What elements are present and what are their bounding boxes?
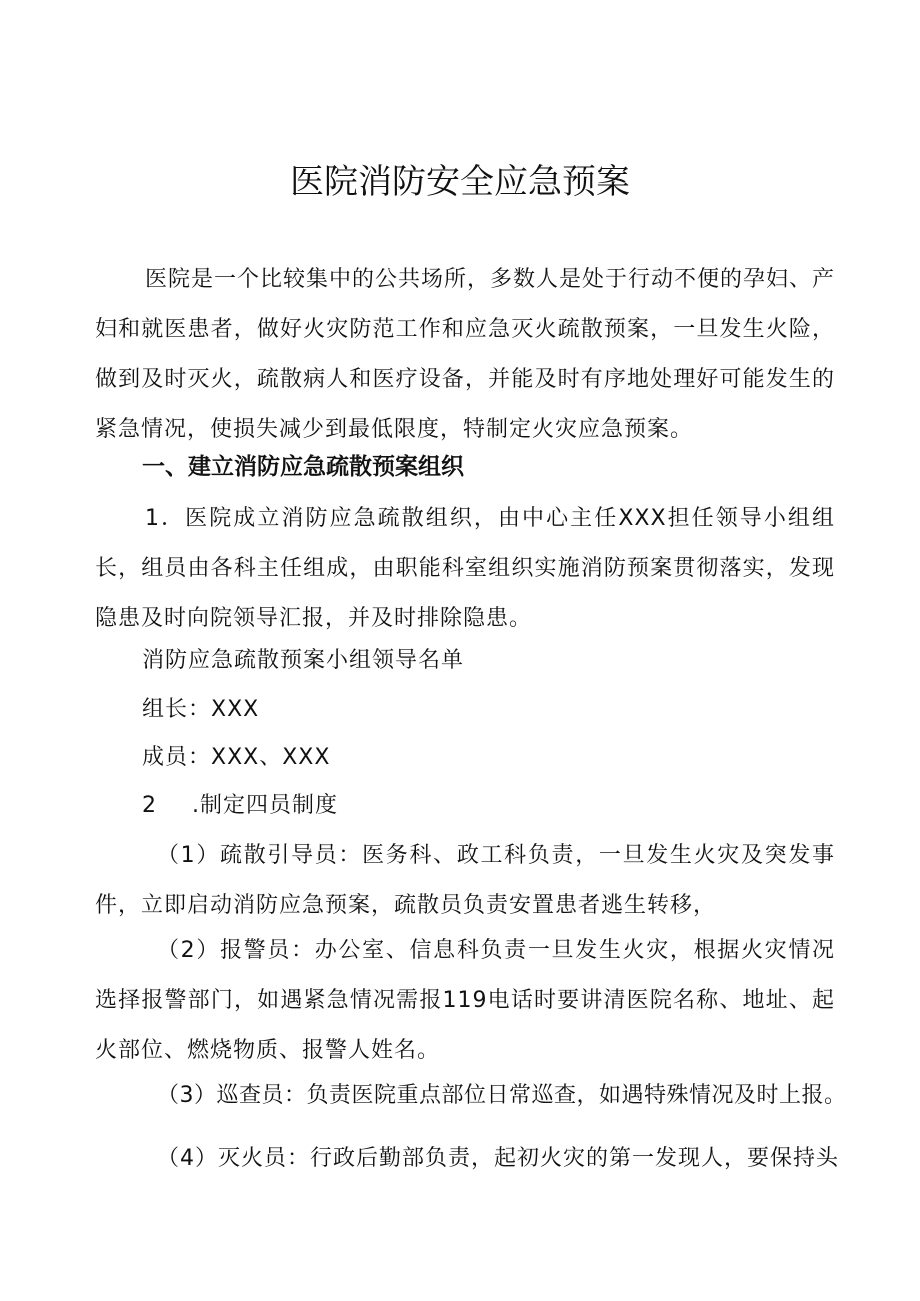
item-2-line: [142, 782, 338, 830]
role-evacuation-guide: （1）疏散引导员：医务科、政工科负责，一旦发生火灾及突发事件，立即启动消防应急预案，疏散员负责安置患者逃生转移，: [95, 843, 835, 918]
role-firefighter: （4）灭火员：行政后勤部负责，起初火灾的第一发现人，要保持头: [157, 1146, 839, 1171]
member-line: 成员：XXX、XXX: [142, 745, 331, 770]
namelist-title: 消防应急疏散预案小组领导名单: [142, 648, 465, 673]
intro-paragraph: 医院是一个比较集中的公共场所，多数人是处于行动不便的孕妇、产妇和就医患者，做好火灾防范工作和应急灭火疏散预案，一旦发生火险，做到及时灭火，疏散病人和医疗设备，并能及时有序地处理好可能发生的紧急情况，使损失减少到最低限度，特制定火灾应急预案。: [95, 267, 836, 442]
document-title: 医院消防安全应急预案: [290, 162, 630, 202]
leader-line: 组长：XXX: [142, 697, 260, 722]
role-alarm-reporter: （2）报警员：办公室、信息科负责一旦发生火灾，根据火灾情况选择报警部门，如遇紧急情况需报119电话时要讲清医院名称、地址、起火部位、燃烧物质、报警人姓名。: [95, 938, 835, 1063]
item-2-text: .制定四员制度: [192, 793, 338, 818]
role-patroller: （3）巡查员：负责医院重点部位日常巡查，如遇特殊情况及时上报。: [157, 1083, 847, 1108]
item-1-paragraph: 1．医院成立消防应急疏散组织，由中心主任XXX担任领导小组组长，组员由各科主任组成，由职能科室组织实施消防预案贯彻落实，发现隐患及时向院领导汇报，并及时排除隐患。: [95, 506, 835, 631]
section-heading: 一、建立消防应急疏散预案组织: [142, 454, 464, 480]
item-2-number: 2: [142, 793, 157, 818]
